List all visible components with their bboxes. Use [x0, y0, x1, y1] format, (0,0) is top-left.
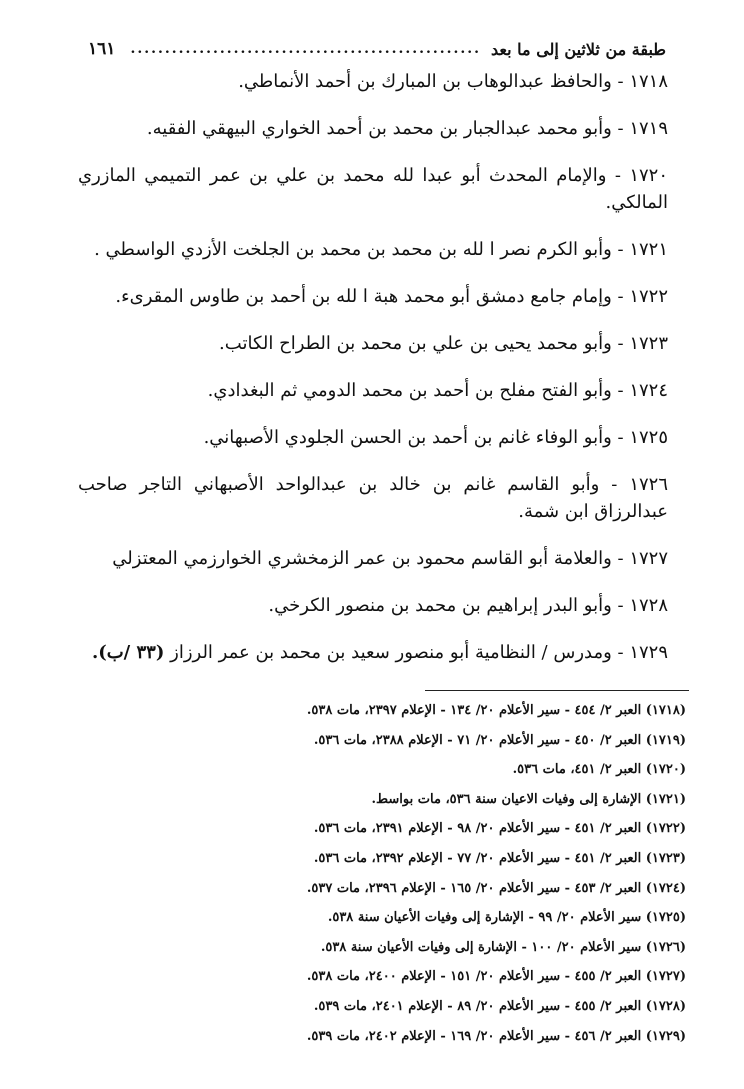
biography-entry: ١٧٢٤ - وأبو الفتح مفلح بن أحمد بن محمد الدومي ثم البغدادي. — [207, 380, 668, 401]
entry-text: ومدرس / النظامية أبو منصور سعيد بن محمد بن عمر الرزاز — [170, 642, 612, 663]
entry-text: والإمام المحدث أبو عبدا لله محمد بن علي بن عمر التميمي المازري المالكي. — [78, 165, 668, 213]
entry-number: ١٧٢١ — [629, 239, 668, 260]
entry-text: وأبو البدر إبراهيم بن محمد بن منصور الكرخي. — [268, 595, 612, 616]
entry-text: وأبو الفتح مفلح بن أحمد بن محمد الدومي ثم البغدادي. — [207, 380, 612, 401]
entries-list — [78, 68, 668, 686]
running-header — [88, 36, 666, 62]
footnote: (١٧٢٧) العبر ٢/ ٤٥٥ - سير الأعلام ٢٠/ ١٥١ - الإعلام ٢٤٠٠، مات ٥٣٨. — [306, 969, 686, 985]
entry-text: وأبو الوفاء غانم بن أحمد بن الحسن الجلودي الأصبهاني. — [203, 427, 612, 448]
biography-entry: ١٧٢٠ - والإمام المحدث أبو عبدا لله محمد بن علي بن عمر التميمي المازري المالكي. — [78, 165, 668, 213]
entry-text: وإمام جامع دمشق أبو محمد هبة ا لله بن أحمد بن طاوس المقرىء. — [115, 286, 612, 307]
entry-number: ١٧٢٥ — [629, 427, 668, 448]
biography-entry: ١٧٢٥ - وأبو الوفاء غانم بن أحمد بن الحسن الجلودي الأصبهاني. — [203, 427, 668, 448]
footnote: (١٧١٨) العبر ٢/ ٤٥٤ - سير الأعلام ٢٠/ ١٣٤ - الإعلام ٢٣٩٧، مات ٥٣٨. — [306, 703, 686, 718]
manuscript-folio-ref: (٣٣ /ب). — [91, 642, 165, 663]
footnote: (١٧٢٤) العبر ٢/ ٤٥٣ - سير الأعلام ٢٠/ ١٦٥ - الإعلام ٢٣٩٦، مات ٥٣٧. — [306, 880, 686, 896]
footnote: (١٧٢٣) العبر ٢/ ٤٥١ - سير الأعلام ٢٠/ ٧٧ - الإعلام ٢٣٩٢، مات ٥٣٦. — [313, 850, 686, 866]
footnote: (١٧٢٨) العبر ٢/ ٤٥٥ - سير الأعلام ٢٠/ ٨٩ - الإعلام ٢٤٠١، مات ٥٣٩. — [313, 998, 686, 1014]
entry-text: والحافظ عبدالوهاب بن المبارك بن أحمد الأنماطي. — [238, 71, 612, 92]
biography-entry: ١٧٢٧ - والعلامة أبو القاسم محمود بن عمر الزمخشري الخوارزمي المعتزلي — [112, 548, 668, 569]
entry-number: ١٧٢٩ — [629, 642, 668, 663]
entry-number: ١٧٢٦ — [629, 474, 668, 495]
footnote: (١٧١٩) العبر ٢/ ٤٥٠ - سير الأعلام ٢٠/ ٧١ - الإعلام ٢٣٨٨، مات ٥٣٦. — [313, 732, 686, 748]
footnote: (١٧٢٠) العبر ٢/ ٤٥١، مات ٥٣٦. — [512, 762, 686, 778]
biography-entry: ١٧٢٦ - وأبو القاسم غانم بن خالد بن عبدالواحد الأصبهاني التاجر صاحب عبدالرزاق ابن شمة. — [78, 474, 668, 522]
footnotes-list — [150, 696, 686, 1051]
biography-entry: ١٧٢٩ - ومدرس / النظامية أبو منصور سعيد بن محمد بن عمر الرزاز (٣٣ /ب). — [91, 642, 668, 663]
biography-entry: ١٧٢٢ - وإمام جامع دمشق أبو محمد هبة ا لله بن أحمد بن طاوس المقرىء. — [115, 286, 668, 307]
biography-entry: ١٧٢٨ - وأبو البدر إبراهيم بن محمد بن منصور الكرخي. — [268, 595, 668, 616]
footnote: (١٧٢٢) العبر ٢/ ٤٥١ - سير الأعلام ٢٠/ ٩٨ - الإعلام ٢٣٩١، مات ٥٣٦. — [313, 821, 686, 837]
footnote-separator — [425, 690, 689, 691]
entry-number: ١٧٢٠ — [629, 165, 668, 186]
entry-text: والعلامة أبو القاسم محمود بن عمر الزمخشري الخوارزمي المعتزلي — [112, 548, 612, 569]
entry-number: ١٧١٨ — [629, 71, 668, 92]
biography-entry: ١٧١٩ - وأبو محمد عبدالجبار بن محمد بن أحمد الخواري البيهقي الفقيه. — [146, 118, 668, 139]
biography-entry: ١٧٢١ - وأبو الكرم نصر ا لله بن محمد بن محمد بن الجلخت الأزدي الواسطي . — [94, 239, 668, 260]
entry-number: ١٧٢٧ — [629, 548, 668, 569]
header-leader-dots: ................................................... — [130, 41, 482, 57]
entry-number: ١٧٢٢ — [629, 286, 668, 307]
entry-text: وأبو القاسم غانم بن خالد بن عبدالواحد الأصبهاني التاجر صاحب عبدالرزاق ابن شمة. — [78, 474, 668, 522]
footnote: (١٧٢٥) سير الأعلام ٢٠/ ٩٩ - الإشارة إلى وفيات الأعيان سنة ٥٣٨. — [327, 910, 686, 926]
biography-entry: ١٧٢٣ - وأبو محمد يحيى بن علي بن محمد بن الطراح الكاتب. — [219, 333, 668, 354]
entry-text: وأبو محمد يحيى بن علي بن محمد بن الطراح الكاتب. — [219, 333, 612, 354]
header-title: طبقة من ثلاثين إلى ما بعد — [491, 39, 666, 59]
footnote: (١٧٢٦) سير الأعلام ٢٠/ ١٠٠ - الإشارة إلى وفيات الأعيان سنة ٥٣٨. — [320, 939, 686, 955]
entry-text: وأبو محمد عبدالجبار بن محمد بن أحمد الخواري البيهقي الفقيه. — [146, 118, 612, 139]
page-number: ١٦١ — [88, 39, 116, 59]
footnote: (١٧٢٩) العبر ٢/ ٤٥٦ - سير الأعلام ٢٠/ ١٦٩ - الإعلام ٢٤٠٢، مات ٥٣٩. — [306, 1028, 686, 1044]
entry-number: ١٧٢٤ — [629, 380, 668, 401]
footnote: (١٧٢١) الإشارة إلى وفيات الاعيان سنة ٥٣٦، مات بواسط. — [371, 791, 686, 807]
biography-entry: ١٧١٨ - والحافظ عبدالوهاب بن المبارك بن أحمد الأنماطي. — [238, 71, 668, 92]
entry-text: وأبو الكرم نصر ا لله بن محمد بن محمد بن الجلخت الأزدي الواسطي . — [94, 239, 612, 260]
entry-number: ١٧٢٣ — [629, 333, 668, 354]
entry-number: ١٧١٩ — [629, 118, 668, 139]
entry-number: ١٧٢٨ — [629, 595, 668, 616]
